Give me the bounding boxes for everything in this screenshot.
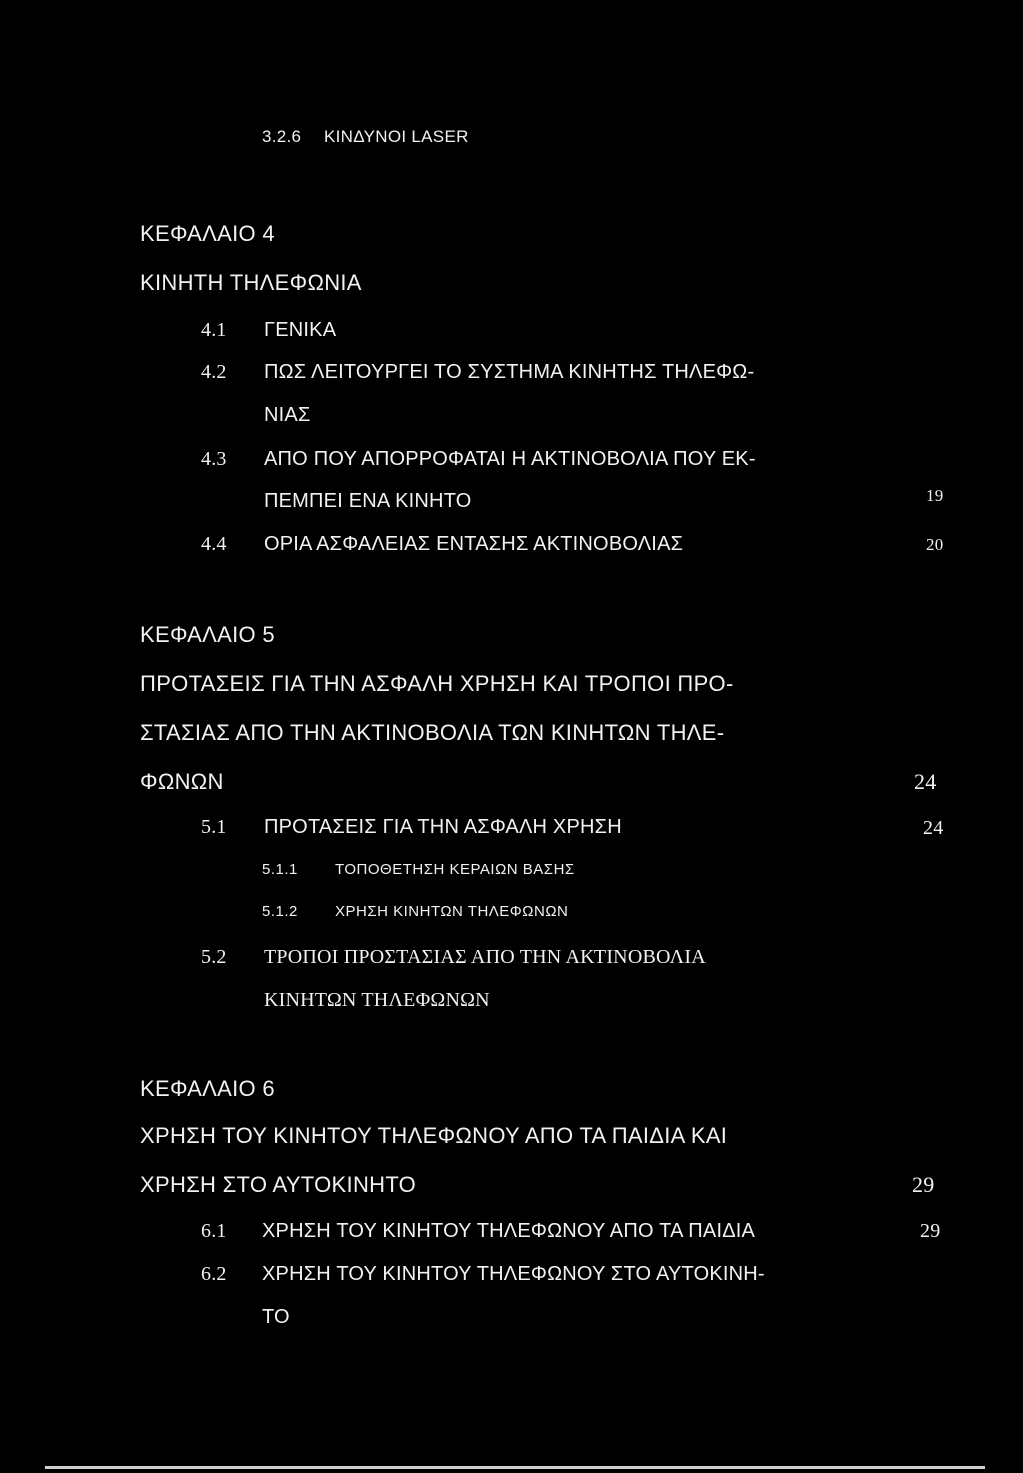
toc-num-5-2: 5.2 (201, 946, 227, 968)
toc-num-4-1: 4.1 (201, 319, 227, 341)
bottom-rule (45, 1466, 985, 1469)
chapter-5-label: ΚΕΦΑΛΑΙΟ 5 (140, 622, 275, 647)
chapter-4-label: ΚΕΦΑΛΑΙΟ 4 (140, 221, 275, 246)
toc-title-5-1-1: ΤΟΠΟΘΕΤΗΣΗ ΚΕΡΑΙΩΝ ΒΑΣΗΣ (335, 861, 575, 878)
chapter-5-title-line2: ΣΤΑΣΙΑΣ ΑΠΟ ΤΗΝ ΑΚΤΙΝΟΒΟΛΙΑ ΤΩΝ ΚΙΝΗΤΩΝ ΤΗΛΕ- (140, 720, 725, 745)
toc-title-6-2: ΧΡΗΣΗ ΤΟΥ ΚΙΝΗΤΟΥ ΤΗΛΕΦΩΝΟΥ ΣΤΟ ΑΥΤΟΚΙΝΗ- (262, 1263, 765, 1285)
toc-title-4-2: ΠΩΣ ΛΕΙΤΟΥΡΓΕΙ ΤΟ ΣΥΣΤΗΜΑ ΚΙΝΗΤΗΣ ΤΗΛΕΦΩ- (264, 361, 755, 383)
chapter-6-title-line2: ΧΡΗΣΗ ΣΤΟ ΑΥΤΟΚΙΝΗΤΟ (140, 1172, 417, 1197)
toc-num-5-1-1: 5.1.1 (262, 861, 298, 878)
toc-num-6-2: 6.2 (201, 1263, 227, 1285)
toc-title-4-1: ΓΕΝΙΚΑ (264, 319, 337, 341)
toc-num-3-2-6: 3.2.6 (262, 127, 302, 146)
toc-title-5-1: ΠΡΟΤΑΣΕΙΣ ΓΙΑ ΤΗΝ ΑΣΦΑΛΗ ΧΡΗΣΗ (264, 816, 622, 838)
chapter-5-page: 24 (914, 769, 937, 794)
chapter-6-title-line1: ΧΡΗΣΗ ΤΟΥ ΚΙΝΗΤΟΥ ΤΗΛΕΦΩΝΟΥ ΑΠΟ ΤΑ ΠΑΙΔΙΑ ΚΑΙ (140, 1123, 728, 1148)
chapter-6-label: ΚΕΦΑΛΑΙΟ 6 (140, 1076, 275, 1101)
toc-page-4-4: 20 (926, 535, 944, 554)
toc-title-6-1: ΧΡΗΣΗ ΤΟΥ ΚΙΝΗΤΟΥ ΤΗΛΕΦΩΝΟΥ ΑΠΟ ΤΑ ΠΑΙΔΙΑ (262, 1220, 756, 1242)
toc-title-4-3: ΑΠΟ ΠΟΥ ΑΠΟΡΡΟΦΑΤΑΙ Η ΑΚΤΙΝΟΒΟΛΙΑ ΠΟΥ ΕΚ- (264, 448, 756, 470)
chapter-6-page: 29 (912, 1172, 935, 1197)
toc-page-5-1: 24 (923, 817, 944, 839)
toc-num-4-4: 4.4 (201, 533, 227, 555)
toc-title-5-1-2: ΧΡΗΣΗ ΚΙΝΗΤΩΝ ΤΗΛΕΦΩΝΩΝ (335, 903, 569, 920)
toc-num-6-1: 6.1 (201, 1220, 227, 1242)
chapter-5-title-line1: ΠΡΟΤΑΣΕΙΣ ΓΙΑ ΤΗΝ ΑΣΦΑΛΗ ΧΡΗΣΗ ΚΑΙ ΤΡΟΠΟΙ ΠΡΟ- (140, 671, 734, 696)
toc-num-4-2: 4.2 (201, 361, 227, 383)
toc-title-4-3-cont: ΠΕΜΠΕΙ ΕΝΑ ΚΙΝΗΤΟ (264, 490, 472, 512)
toc-title-5-2: ΤΡΟΠΟΙ ΠΡΟΣΤΑΣΙΑΣ ΑΠΟ ΤΗΝ ΑΚΤΙΝΟΒΟΛΙΑ (264, 946, 706, 968)
chapter-5-title-line3: ΦΩΝΩΝ (140, 769, 224, 794)
toc-num-5-1: 5.1 (201, 816, 227, 838)
toc-title-5-2-cont: ΚΙΝΗΤΩΝ ΤΗΛΕΦΩΝΩΝ (264, 989, 490, 1011)
chapter-4-title: ΚΙΝΗΤΗ ΤΗΛΕΦΩΝΙΑ (140, 270, 362, 295)
toc-title-6-2-cont: ΤΟ (262, 1306, 290, 1328)
toc-num-5-1-2: 5.1.2 (262, 903, 298, 920)
toc-title-4-4: ΟΡΙΑ ΑΣΦΑΛΕΙΑΣ ΕΝΤΑΣΗΣ ΑΚΤΙΝΟΒΟΛΙΑΣ (264, 533, 684, 555)
toc-page-6-1: 29 (920, 1220, 941, 1242)
toc-page-4-3: 19 (926, 486, 944, 505)
toc-num-4-3: 4.3 (201, 448, 227, 470)
toc-title-3-2-6: ΚΙΝΔΥΝΟΙ LASER (324, 127, 469, 146)
toc-title-4-2-cont: ΝΙΑΣ (264, 404, 311, 426)
